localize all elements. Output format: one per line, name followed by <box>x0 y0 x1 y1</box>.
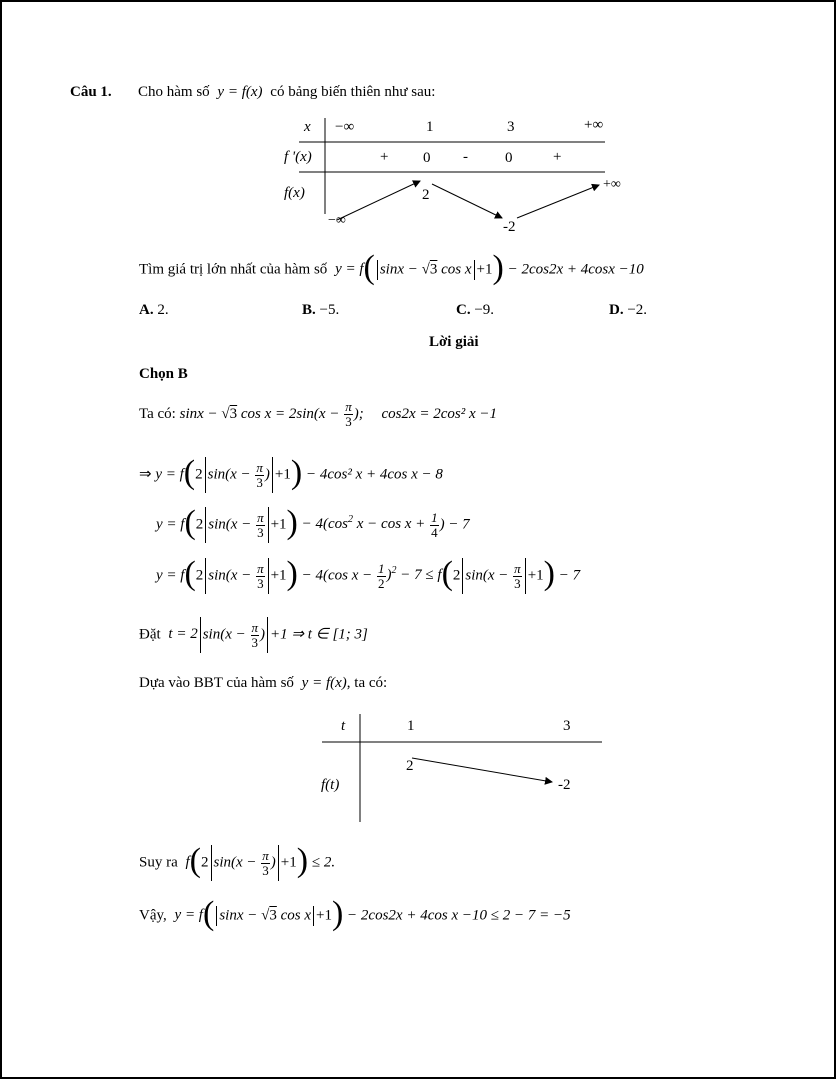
based-on-text: Dựa vào BBT của hàm số <box>139 675 294 691</box>
based-on-line: Dựa vào BBT của hàm số y = f(x), ta có: <box>139 675 388 691</box>
t-table-f-label: f(t) <box>321 777 340 793</box>
option-c-value: −9. <box>474 302 495 318</box>
ft-value-minus-2: -2 <box>558 777 571 793</box>
set-t-line: Đặt t = 2 sin(x − $\frac{\pi}{3}$ ) +1 ⇒ t ∈ [1; 3] <box>139 617 368 653</box>
step-4: y = f(2 sin(x − $\frac{\pi}{3}$ +1) − 4(cos x − $\frac{1}{2}$ )$^2$ − 7 ≤ f(2 sin(x − $\frac{\pi}{3}$ +1) − 7 <box>156 555 581 592</box>
table-f-label: f(x) <box>284 185 305 201</box>
t-table-t-label: t <box>341 718 346 734</box>
based-on-tail: , ta có: <box>346 675 388 691</box>
intro-text: Cho hàm số <box>138 84 210 100</box>
step-1: Ta có: sinx − √3 cos x = 2sin(x − $\frac{\pi}{3}$ ); cos2x = 2cos² x −1 <box>139 399 498 429</box>
x-value-plus-inf: +∞ <box>584 117 604 133</box>
f-value-plus-inf: +∞ <box>603 177 621 192</box>
x-value-1: 1 <box>426 119 434 135</box>
x-value-3: 3 <box>507 119 515 135</box>
option-a[interactable] <box>139 302 169 319</box>
fp-zero-2: 0 <box>505 150 513 166</box>
option-a-label: A. <box>139 302 154 318</box>
t-table-arrow-down <box>412 758 552 782</box>
option-b-value: −5. <box>319 302 340 318</box>
table-x-label: x <box>304 119 311 135</box>
task-line: Tìm giá trị lớn nhất của hàm số y = f( sinx − √3 cos x +1) − 2cos2x + 4cosx −10 <box>139 249 644 286</box>
final-line: Vậy, y = f( sinx − √3 cos x +1) − 2cos2x + 4cos x −10 ≤ 2 − 7 = −5 <box>139 895 571 932</box>
option-d[interactable] <box>609 302 647 319</box>
set-t-prefix: Đặt <box>139 626 161 643</box>
step-2: ⇒ y = f(2 sin(x − $\frac{\pi}{3}$ ) +1) − 4cos² x + 4cos x − 8 <box>139 454 443 491</box>
intro-function: y = f(x) <box>217 84 263 100</box>
solution-heading: Lời giải <box>429 334 479 350</box>
final-tail: − 2cos2x + 4cos x −10 ≤ 2 − 7 = −5 <box>347 907 571 924</box>
f-value-2: 2 <box>422 187 430 203</box>
question-label: Câu 1. <box>70 84 112 100</box>
set-t-tail: +1 ⇒ t ∈ [1; 3] <box>270 626 368 643</box>
step4-tail: − 7 <box>558 567 581 584</box>
step2-tail: − 4cos² x + 4cos x − 8 <box>305 466 443 483</box>
intro-tail: có bảng biến thiên như sau: <box>270 84 436 100</box>
f-value-minus-2: -2 <box>503 219 516 235</box>
ft-value-2: 2 <box>406 758 414 774</box>
question-intro <box>138 84 435 101</box>
fp-sign-1: + <box>380 149 389 165</box>
solution-choice: Chọn B <box>139 366 188 382</box>
fp-sign-3: + <box>553 149 562 165</box>
step1-tail: cos2x = 2cos² x −1 <box>381 405 498 422</box>
option-d-label: D. <box>609 302 624 318</box>
t-value-3: 3 <box>563 718 571 734</box>
option-b[interactable] <box>302 302 339 319</box>
step-3: y = f(2 sin(x − $\frac{\pi}{3}$ $+1) - 4(\cos^2$ x − cos x + $\frac{1}{4}$ ) − 7 <box>156 504 470 541</box>
option-a-value: 2. <box>157 302 169 318</box>
table-fprime-label: f '(x) <box>284 149 312 165</box>
option-b-label: B. <box>302 302 316 318</box>
arrow-down <box>432 184 502 218</box>
f-value-minus-inf: −∞ <box>328 213 346 228</box>
step3-tail: − 7 <box>448 516 470 533</box>
arrow-up-1 <box>337 181 420 220</box>
final-prefix: Vậy, <box>139 907 167 924</box>
arrow-up-2 <box>517 185 599 218</box>
fp-sign-2: - <box>463 149 468 165</box>
x-value-minus-inf: −∞ <box>335 119 355 135</box>
t-value-1: 1 <box>407 718 415 734</box>
option-c[interactable] <box>456 302 494 319</box>
task-formula-tail: − 2cos2x + 4cosx −10 <box>507 261 644 278</box>
conclude-prefix: Suy ra <box>139 854 178 871</box>
option-d-value: −2. <box>627 302 648 318</box>
conclude-line: Suy ra f(2 sin(x − $\frac{\pi}{3}$ ) +1) ≤ 2. <box>139 842 336 879</box>
option-c-label: C. <box>456 302 471 318</box>
step1-prefix: Ta có: <box>139 405 176 422</box>
conclude-tail: ≤ 2. <box>311 854 336 871</box>
task-text: Tìm giá trị lớn nhất của hàm số <box>139 261 328 278</box>
fp-zero-1: 0 <box>423 150 431 166</box>
